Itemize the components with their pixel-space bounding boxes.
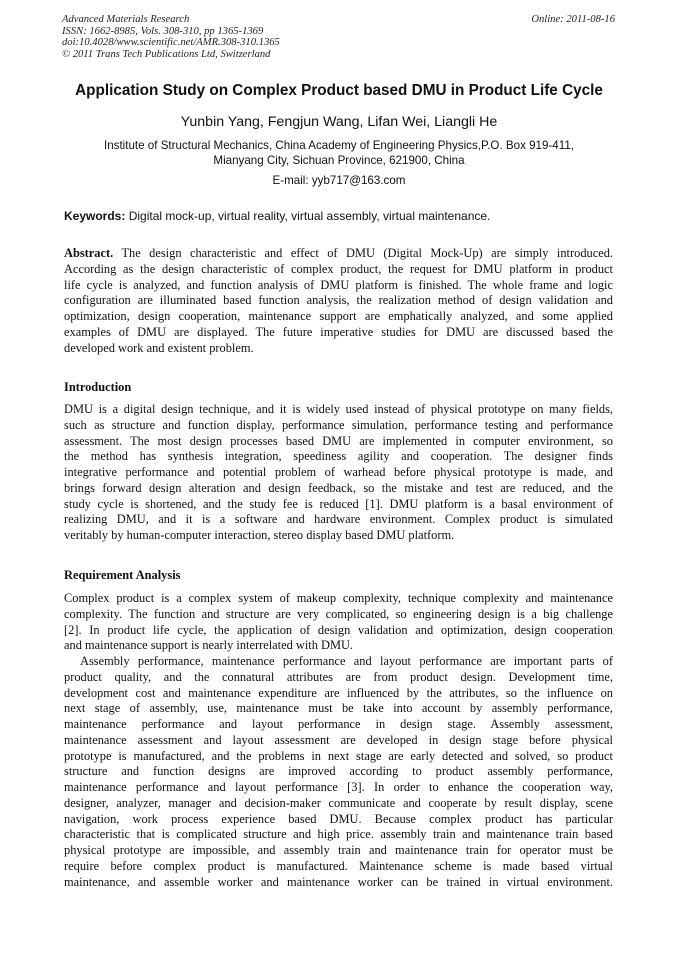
body-line: characteristic that is complicated structure and high price. assembly train and maintenance train based xyxy=(64,827,613,842)
abstract-line: According as the design characteristic of complex product, the request for DMU platform in product xyxy=(64,261,613,276)
body-line: brings forward design alteration and design feedback, so the mistake and test are reduced, and the xyxy=(64,480,613,495)
abstract-line: configuration are illuminated based function analysis, the realization method of design validation and xyxy=(64,293,613,308)
body-line: designer, analyzer, manager and decision-maker communicate and cooperate by result display, scene xyxy=(64,795,613,810)
body-line: the method has synthesis integration, speediness agility and cooperation. The designer finds xyxy=(64,449,613,464)
abstract-label: Abstract. xyxy=(64,246,114,260)
body-line: navigation, work process experience based DMU. Because complex product has particular xyxy=(64,811,613,826)
body-line: DMU is a digital design technique, and it is widely used instead of physical prototype on many fields, xyxy=(64,402,613,416)
section-heading-requirement: Requirement Analysis xyxy=(64,568,181,582)
body-line: product quality, and the connatural attributes are from product design. Development time, xyxy=(64,669,613,684)
abstract-line: developed work and existent problem. xyxy=(64,340,254,355)
abstract-line: optimization, design cooperation, maintenance support are emphatically analyzed, and some applied xyxy=(64,309,613,323)
body-line: integrative performance and potential problem of warhead before physical prototype is made, and xyxy=(64,465,613,479)
abstract-line xyxy=(64,246,613,262)
requirement-body xyxy=(64,591,613,890)
affiliation xyxy=(0,138,678,168)
section-heading-introduction: Introduction xyxy=(64,380,132,394)
body-line: veritably by human-computer interaction, stereo display based DMU platform. xyxy=(64,528,455,542)
body-line: maintenance, and assemble worker and maintenance worker can be trained in virtual environment. xyxy=(64,874,613,889)
affiliation-line: Institute of Structural Mechanics, China Academy of Engineering Physics,P.O. Box 919-411, xyxy=(103,139,574,152)
body-line: such as structure and function display, performance simulation, performance testing and performance xyxy=(64,417,613,432)
body-line: maintenance performance and layout performance in design stage. Assembly assessment, xyxy=(64,717,613,731)
keywords-text: Digital mock-up, virtual reality, virtual assembly, virtual maintenance. xyxy=(125,209,491,223)
body-line: development cost and maintenance expenditure are influenced by the attributes, so the influence on xyxy=(64,685,613,700)
body-line: and maintenance support is nearly interrelated with DMU. xyxy=(64,638,354,653)
abstract-line: life cycle is analyzed, and function analysis of DMU platform is finished. The whole frame and logic xyxy=(64,277,613,292)
body-line: [2]. In product life cycle, the application of design validation and optimization, design cooperation xyxy=(64,622,613,637)
body-line: realizing DMU, and it is a software and hardware environment. Complex product is simulated xyxy=(64,512,613,527)
journal-header xyxy=(62,14,280,60)
body-line: maintenance performance and layout performance [3]. In order to enhance the cooperation way, xyxy=(64,780,613,794)
body-line: physical prototype are impossible, and assembly train and maintenance train for operator must be xyxy=(64,843,613,857)
copyright-line: © 2011 Trans Tech Publications Ltd, Switzerland xyxy=(62,48,271,60)
body-line: assessment. The most design processes based DMU are implemented in computer environment, so xyxy=(64,433,613,448)
email-address: E-mail: yyb717@163.com xyxy=(272,174,406,187)
abstract-line-text: The design characteristic and effect of DMU (Digital Mock-Up) are simply introduced. xyxy=(113,246,613,260)
online-date: Online: 2011-08-16 xyxy=(531,14,615,25)
body-line: prototype is manufactured, and the problems in next stage are early detected and solved, so product xyxy=(64,748,613,763)
journal-name: Advanced Materials Research xyxy=(62,14,190,25)
body-line: study cycle is shortened, and the study fee is reduced [1]. DMU platform is a basal environment of xyxy=(64,496,613,511)
affiliation-line: Mianyang City, Sichuan Province, 621900, China xyxy=(213,154,465,167)
body-line: maintenance assessment and layout assessment are developed in design stage before physical xyxy=(64,732,613,747)
paper-title: Application Study on Complex Product based DMU in Product Life Cycle xyxy=(75,82,603,99)
body-line: next stage of assembly, use, maintenance must be take into account by assembly performance, xyxy=(64,701,613,716)
body-line: require before complex product is manufactured. Maintenance scheme is made based virtual xyxy=(64,858,613,873)
body-line: Complex product is a complex system of makeup complexity, technique complexity and maintenance xyxy=(64,591,613,605)
issn-line: ISSN: 1662-8985, Vols. 308-310, pp 1365-1369 xyxy=(62,25,264,37)
doi-line: doi:10.4028/www.scientific.net/AMR.308-310.1365 xyxy=(62,37,280,49)
author-list: Yunbin Yang, Fengjun Wang, Lifan Wei, Liangli He xyxy=(180,114,498,130)
keywords xyxy=(64,209,490,223)
body-line: structure and function designs are improved according to product assembly performance, xyxy=(64,764,613,779)
introduction-body xyxy=(64,402,613,544)
body-line: complexity. The function and structure are very complicated, so engineering design is a big challenge xyxy=(64,606,613,621)
abstract xyxy=(64,246,613,356)
keywords-label: Keywords: xyxy=(64,209,126,223)
body-line: Assembly performance, maintenance performance and layout performance are important parts of xyxy=(80,654,613,668)
email xyxy=(0,174,678,187)
abstract-line: examples of DMU are displayed. The future imperative studies for DMU are discussed based the xyxy=(64,324,613,339)
